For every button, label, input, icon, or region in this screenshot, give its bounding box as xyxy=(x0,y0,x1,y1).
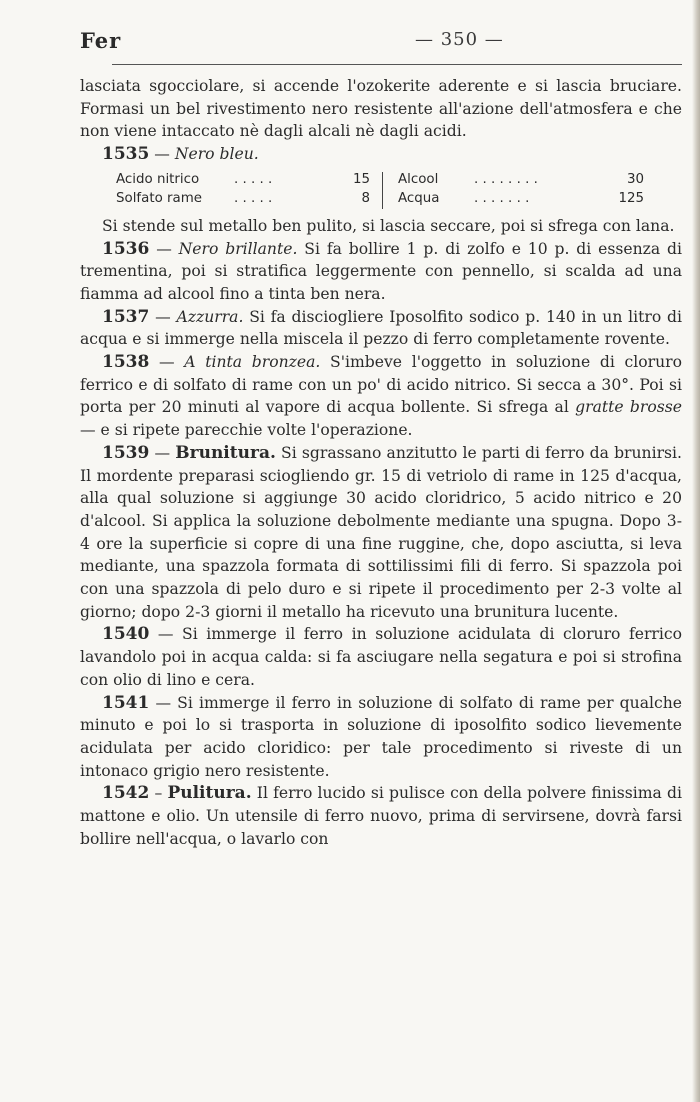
entry-1539 xyxy=(80,442,682,624)
ingredient-name: Solfato rame xyxy=(116,190,203,206)
entry-1537 xyxy=(80,306,682,351)
recipe-row xyxy=(116,189,370,208)
entry-text: Si fa disciogliere Iposolfito sodico p. 140 in un litro di acqua e si immerge nella miscela il pezzo di ferro completamente rovente. xyxy=(80,307,683,349)
entry-number: 1538 xyxy=(102,352,150,373)
ingredient-quantity: 15 xyxy=(352,171,370,187)
header-word: Fer xyxy=(80,28,122,53)
entry-title: Nero brillante. xyxy=(178,239,298,258)
entry-dash: — xyxy=(149,353,185,372)
entry-1541 xyxy=(80,692,682,783)
entry-number: 1540 xyxy=(102,624,150,645)
recipe-left-column xyxy=(116,170,370,208)
entry-dash: – xyxy=(149,784,168,803)
ingredient-name: Acido nitrico xyxy=(116,171,200,187)
entry-dash: — xyxy=(149,443,176,462)
entry-1542 xyxy=(80,782,682,850)
entry-1535-body: Si stende sul metallo ben pulito, si lascia seccare, poi si sfrega con lana. xyxy=(102,216,675,235)
ingredient-quantity: 125 xyxy=(618,190,644,206)
entry-text: Si sgrassano anzitutto le parti di ferro da brunirsi. Il mordente preparasi sciogliendo gr. 15 di vetriolo di rame in 125 d'acqua, alla qual soluzione si aggiunge 30 acido cloridrico, 5 acido nitrico e 20 d'alcool. Si applica la soluzione debolmente mediante una spugna. Dopo 3-4 ore la superficie si copre di una fine ruggine, che, dopo asciutta, si leva mediante, una spazzola formata di sottilissimi fili di ferro. Si spazzola poi con una spazzola di pelo duro e si ripete il procedimento per 2-3 volte al giorno; dopo 2-3 giorni il metallo ha ricevuto una brunitura lucente. xyxy=(80,443,682,621)
entry-dash: — xyxy=(149,307,177,326)
running-header xyxy=(80,28,682,58)
ingredient-quantity: 8 xyxy=(361,190,370,206)
leader-dots: . . . . . . . xyxy=(474,190,530,206)
entry-number: 1537 xyxy=(102,306,150,327)
page-body xyxy=(80,75,682,851)
leader-dots: . . . . . xyxy=(234,171,273,187)
entry-number: 1541 xyxy=(102,692,150,713)
entry-dash: — xyxy=(149,693,178,712)
entry-title: Azzurra. xyxy=(176,307,244,326)
entry-text: Si immerge il ferro in soluzione di solfato di rame per qualche minuto e poi lo si trasporta in soluzione di iposolfito sodico lievemente acidulata per acido cloridico: per tale procedimento si riveste di un intonaco grigio nero resistente. xyxy=(80,693,682,780)
entry-title: Nero bleu. xyxy=(174,145,259,164)
entry-1540 xyxy=(80,623,682,691)
entry-text: Il ferro lucido si pulisce con della polvere finissima di mattone e olio. Un utensile di ferro nuovo, prima di servirsene, dovrà farsi bollire nell'acqua, o lavarlo con xyxy=(80,784,682,848)
entry-1535-heading xyxy=(80,143,682,166)
leader-dots: . . . . . . . . xyxy=(474,171,538,187)
paragraph-continuation: lasciata sgocciolare, si accende l'ozokerite aderente e si lascia bruciare. Formasi un bel rivestimento nero resistente all'azione dell'atmosfera e che non viene intaccato nè dagli alcali nè dagli acidi. xyxy=(80,77,682,141)
leader-dots: . . . . . xyxy=(234,190,273,206)
entry-title: Pulitura. xyxy=(167,783,252,804)
entry-text: Si immerge il ferro in soluzione acidulata di cloruro ferrico lavandolo poi in acqua calda: si fa asciugare nella segatura e poi si strofina con olio di lino e cera. xyxy=(80,625,682,689)
header-rule xyxy=(112,64,682,65)
recipe-row xyxy=(398,170,644,189)
recipe-row xyxy=(116,170,370,189)
ingredient-name: Alcool xyxy=(398,171,439,187)
page-edge-shadow xyxy=(692,0,700,1102)
entry-number: 1539 xyxy=(102,442,150,463)
page-number: — 350 — xyxy=(415,29,504,50)
entry-text: — e si ripete parecchie volte l'operazione. xyxy=(80,421,413,440)
entry-number: 1542 xyxy=(102,783,150,804)
recipe-right-column xyxy=(398,170,644,208)
entry-title: A tinta bronzea. xyxy=(184,353,321,372)
recipe-table xyxy=(80,170,682,212)
entry-number: 1535 xyxy=(102,144,150,165)
entry-text: Si fa bollire 1 p. di zolfo e 10 p. di essenza di trementina, poi si stratifica leggermente con pennello, si scalda ad una fiamma ad alcool fino a tinta ben nera. xyxy=(80,239,682,303)
entry-dash: — xyxy=(149,625,183,644)
entry-1538 xyxy=(80,351,682,442)
entry-title: Brunitura. xyxy=(175,442,276,463)
column-separator xyxy=(382,172,383,209)
ingredient-name: Acqua xyxy=(398,190,440,206)
ingredient-quantity: 30 xyxy=(626,171,644,187)
entry-number: 1536 xyxy=(102,238,150,259)
entry-dash: — xyxy=(149,239,179,258)
entry-1536 xyxy=(80,238,682,306)
recipe-row xyxy=(398,189,644,208)
entry-italic-term: gratte brosse xyxy=(575,398,682,417)
entry-text: S'imbeve l'oggetto in soluzione di cloruro ferrico e di solfato di rame con un po' di acido nitrico. Si secca a 30°. Poi si porta per 20 minuti al vapore di acqua bollente. Si sfrega al xyxy=(80,353,682,417)
entry-dash: — xyxy=(149,145,175,164)
